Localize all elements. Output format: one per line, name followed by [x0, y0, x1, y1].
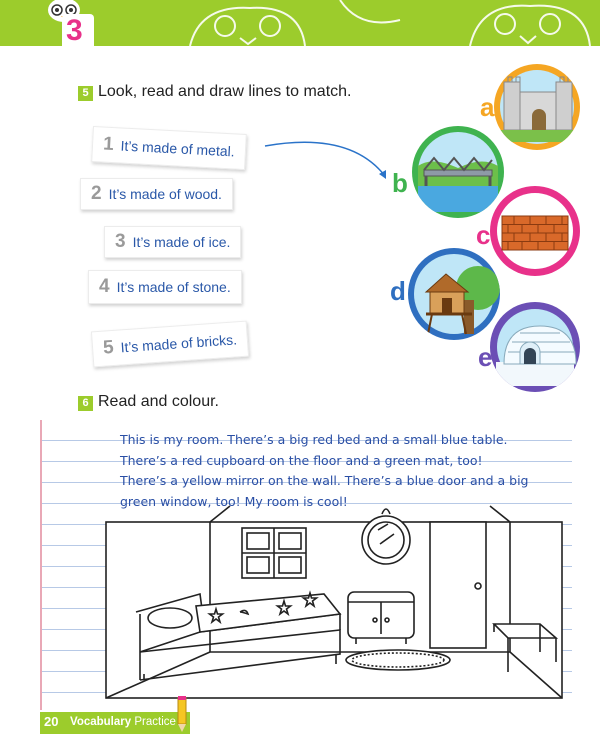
- room-colouring-picture[interactable]: [100, 502, 570, 702]
- story-line: green window, too! My room is cool!: [120, 493, 348, 509]
- match-card-5[interactable]: [91, 321, 249, 368]
- match-card-4[interactable]: [88, 270, 242, 304]
- picture-brick-wall[interactable]: [490, 186, 580, 276]
- match-card-3[interactable]: [104, 226, 241, 258]
- pencil-icon: [172, 694, 192, 734]
- unit-number: 3: [66, 14, 83, 47]
- match-card-text: It’s made of metal.: [120, 137, 236, 160]
- picture-castle[interactable]: [494, 64, 580, 150]
- story-text: [120, 430, 570, 512]
- example-match-line: [260, 136, 400, 186]
- match-card-text: It’s made of stone.: [116, 279, 231, 295]
- picture-igloo[interactable]: [490, 302, 580, 392]
- footer-section-rest: Practice: [134, 716, 176, 728]
- match-card-2[interactable]: [80, 178, 233, 210]
- picture-letter-e: e: [478, 342, 493, 372]
- picture-letter-c: c: [476, 220, 491, 250]
- exercise-6-title: Read and colour.: [98, 393, 219, 410]
- footer-section-bold: Vocabulary: [70, 716, 132, 728]
- story-line: There’s a yellow mirror on the wall. There’s a blue door and a big: [120, 473, 529, 488]
- match-card-number: 5: [102, 336, 115, 359]
- exercise-6-number: 6: [78, 396, 93, 411]
- match-card-text: It’s made of wood.: [108, 186, 222, 202]
- match-card-number: 3: [115, 231, 126, 252]
- match-card-number: 1: [102, 133, 115, 156]
- picture-letter-b: b: [392, 168, 408, 198]
- match-card-text: It’s made of ice.: [132, 234, 231, 250]
- footer-section-label: [70, 716, 176, 728]
- story-line: There’s a red cupboard on the floor and a green mat, too!: [120, 452, 483, 468]
- exercise-5-title: Look, read and draw lines to match.: [98, 83, 352, 100]
- match-card-1[interactable]: [91, 126, 246, 170]
- story-line: This is my room. There’s a big red bed and a small blue table.: [120, 432, 508, 447]
- picture-letter-d: d: [390, 276, 406, 306]
- match-card-number: 2: [91, 183, 102, 204]
- match-card-number: 4: [99, 276, 110, 297]
- page-number: 20: [44, 714, 59, 729]
- picture-tree-house[interactable]: [408, 248, 500, 340]
- picture-bridge[interactable]: [412, 126, 504, 218]
- mat[interactable]: [346, 650, 450, 670]
- match-card-text: It’s made of bricks.: [120, 331, 238, 356]
- picture-letter-a: a: [480, 92, 495, 122]
- door[interactable]: [430, 522, 486, 648]
- exercise-5-number: 5: [78, 86, 93, 101]
